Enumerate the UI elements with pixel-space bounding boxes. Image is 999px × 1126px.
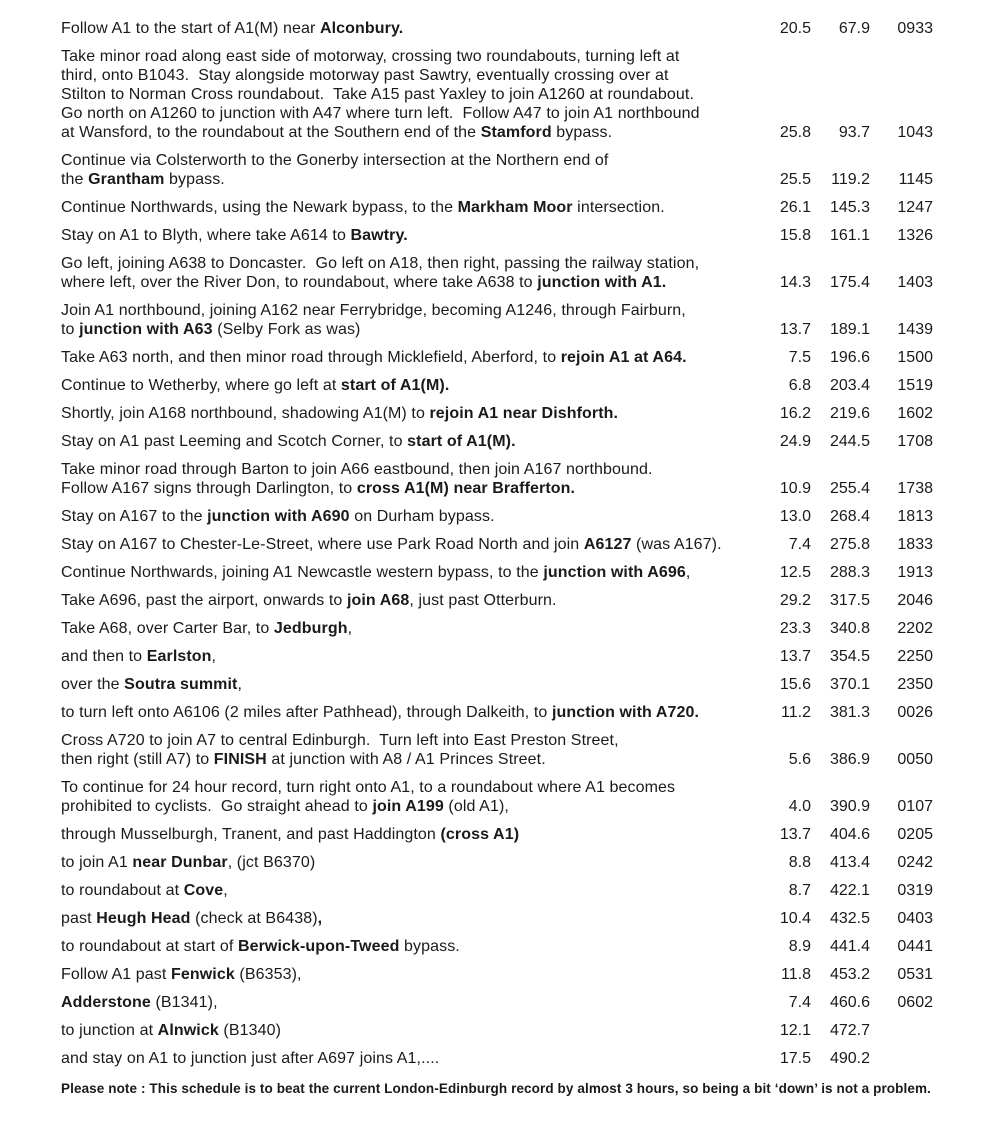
time-hhmm (870, 1049, 933, 1068)
schedule-row (61, 937, 933, 956)
emphasis-text: Alnwick (157, 1022, 219, 1039)
plain-text: at junction with A8 / A1 Princes Street. (266, 751, 546, 768)
row-values (765, 647, 933, 666)
row-values (765, 507, 933, 526)
cumulative-miles: 196.6 (829, 349, 870, 366)
cumulative-miles: 490.2 (829, 1050, 870, 1067)
route-instruction (61, 563, 763, 582)
plain-text: Follow A1 past (61, 966, 171, 983)
plain-text: , (223, 882, 228, 899)
emphasis-text: Fenwick (171, 966, 235, 983)
route-instruction (61, 348, 763, 367)
plain-text: to roundabout at start of (61, 938, 238, 955)
schedule-row (61, 535, 933, 554)
cumulative-miles: 119.2 (831, 171, 870, 188)
row-values (765, 881, 933, 900)
cumulative-miles: 453.2 (829, 966, 870, 983)
route-instruction (61, 432, 763, 451)
route-instruction (61, 591, 763, 610)
row-values (765, 909, 933, 928)
leg-miles: 10.4 (779, 910, 811, 927)
plain-text: bypass. (399, 938, 460, 955)
time-hhmm: 1145 (898, 171, 933, 188)
row-values (765, 703, 933, 722)
plain-text: Go north on A1260 to junction with A47 where turn left. Follow A47 to join A1 northbound (61, 105, 700, 122)
route-instruction (61, 825, 763, 844)
row-values (765, 273, 933, 292)
emphasis-text: rejoin A1 at A64. (560, 349, 687, 366)
cumulative-miles: 189.1 (829, 321, 870, 338)
time-hhmm: 1738 (897, 480, 933, 497)
row-values (765, 348, 933, 367)
schedule-row (61, 825, 933, 844)
cumulative-miles: 175.4 (829, 274, 870, 291)
leg-miles: 13.7 (779, 826, 811, 843)
route-instruction (61, 853, 763, 872)
time-hhmm: 1813 (897, 508, 933, 525)
plain-text: Take A68, over Carter Bar, to (61, 620, 274, 637)
cumulative-miles: 219.6 (829, 405, 870, 422)
route-instruction (61, 404, 763, 423)
cumulative-miles: 413.4 (829, 854, 870, 871)
plain-text: Continue Northwards, joining A1 Newcastle western bypass, to the (61, 564, 544, 581)
schedule-row (61, 965, 933, 984)
time-hhmm: 0107 (897, 798, 933, 815)
row-values (765, 675, 933, 694)
schedule-rows (61, 19, 933, 1068)
schedule-row (61, 404, 933, 423)
footer-note: Please note : This schedule is to beat the current London-Edinburgh record by almost 3 hours, so being a bit ‘down’ is not a problem. (61, 1081, 931, 1096)
plain-text: , (685, 564, 691, 581)
plain-text: Take A63 north, and then minor road through Micklefield, Aberford, to (61, 349, 561, 366)
emphasis-text: Cove (183, 882, 224, 899)
route-instruction (61, 647, 763, 666)
plain-text: , (jct B6370) (227, 854, 316, 871)
schedule-row (61, 198, 933, 217)
plain-text: Follow A1 to the start of A1(M) near (61, 20, 320, 37)
route-instruction (61, 778, 763, 816)
row-values (765, 479, 933, 498)
row-values (765, 376, 933, 395)
time-hhmm: 1247 (897, 199, 933, 216)
emphasis-text: junction with A690 (207, 508, 350, 525)
cumulative-miles: 381.3 (829, 704, 870, 721)
schedule-row (61, 151, 933, 189)
time-hhmm: 0441 (897, 938, 933, 955)
plain-text: , just past Otterburn. (409, 592, 557, 609)
schedule-row (61, 1021, 933, 1040)
plain-text: through Musselburgh, Tranent, and past Haddington (61, 826, 441, 843)
schedule-row (61, 376, 933, 395)
time-hhmm: 2350 (897, 676, 933, 693)
schedule-row (61, 1049, 933, 1068)
plain-text: third, onto B1043. Stay alongside motorway past Sawtry, eventually crossing over at (61, 67, 669, 84)
schedule-row (61, 591, 933, 610)
leg-miles: 24.9 (779, 433, 811, 450)
route-instruction (61, 909, 763, 928)
plain-text: at Wansford, to the roundabout at the Southern end of the (61, 124, 481, 141)
cumulative-miles: 67.9 (838, 20, 870, 37)
time-hhmm: 1833 (897, 536, 933, 553)
emphasis-text: Grantham (88, 171, 165, 188)
time-hhmm: 1708 (897, 433, 933, 450)
schedule-row (61, 348, 933, 367)
schedule-row (61, 647, 933, 666)
schedule-row (61, 460, 933, 498)
leg-miles: 15.6 (779, 676, 811, 693)
row-values (765, 797, 933, 816)
leg-miles: 11.2 (781, 704, 811, 721)
row-values (765, 432, 933, 451)
cumulative-miles: 244.5 (829, 433, 870, 450)
plain-text: Follow A167 signs through Darlington, to (61, 480, 357, 497)
leg-miles: 25.8 (779, 124, 811, 141)
leg-miles: 29.2 (779, 592, 811, 609)
leg-miles: 7.5 (788, 349, 811, 366)
plain-text: Continue via Colsterworth to the Gonerby intersection at the Northern end of (61, 152, 609, 169)
time-hhmm: 0242 (897, 854, 933, 871)
cumulative-miles: 432.5 (829, 910, 870, 927)
cumulative-miles: 275.8 (829, 536, 870, 553)
time-hhmm: 0026 (897, 704, 933, 721)
route-instruction (61, 151, 763, 189)
emphasis-text: start of A1(M). (407, 433, 516, 450)
plain-text: Shortly, join A168 northbound, shadowing A1(M) to (61, 405, 430, 422)
schedule-row (61, 19, 933, 38)
plain-text: Join A1 northbound, joining A162 near Ferrybridge, becoming A1246, through Fairburn, (61, 302, 686, 319)
cumulative-miles: 390.9 (829, 798, 870, 815)
schedule-row (61, 507, 933, 526)
plain-text: past (61, 910, 97, 927)
leg-miles: 16.2 (779, 405, 811, 422)
plain-text: bypass. (164, 171, 225, 188)
schedule-row (61, 619, 933, 638)
cumulative-miles: 354.5 (829, 648, 870, 665)
leg-miles: 14.3 (779, 274, 811, 291)
cumulative-miles: 93.7 (838, 124, 870, 141)
row-values (765, 825, 933, 844)
emphasis-text: junction with A696 (543, 564, 686, 581)
route-instruction (61, 965, 763, 984)
plain-text: to junction at (61, 1022, 158, 1039)
leg-miles: 4.0 (788, 798, 811, 815)
plain-text: to join A1 (61, 854, 133, 871)
time-hhmm: 1500 (897, 349, 933, 366)
emphasis-text: Alconbury. (319, 20, 404, 37)
plain-text: (old A1), (443, 798, 509, 815)
route-instruction (61, 226, 763, 245)
leg-miles: 26.1 (779, 199, 811, 216)
emphasis-text: Heugh Head (96, 910, 191, 927)
plain-text: , (347, 620, 353, 637)
emphasis-text: junction with A720. (551, 704, 700, 721)
schedule-row (61, 226, 933, 245)
emphasis-text: Adderstone (61, 994, 151, 1011)
cumulative-miles: 386.9 (829, 751, 870, 768)
leg-miles: 7.4 (788, 994, 811, 1011)
row-values (765, 1021, 933, 1040)
plain-text: prohibited to cyclists. Go straight ahead to (61, 798, 373, 815)
cumulative-miles: 145.3 (829, 199, 870, 216)
time-hhmm: 1602 (897, 405, 933, 422)
schedule-row (61, 301, 933, 339)
time-hhmm: 0403 (897, 910, 933, 927)
leg-miles: 5.6 (788, 751, 811, 768)
emphasis-text: near Dunbar (132, 854, 228, 871)
cumulative-miles: 422.1 (829, 882, 870, 899)
plain-text: (B1341), (150, 994, 218, 1011)
row-values (765, 404, 933, 423)
route-instruction (61, 198, 763, 217)
route-instruction (61, 1021, 763, 1040)
route-instruction (61, 460, 763, 498)
schedule-row (61, 853, 933, 872)
route-instruction (61, 535, 763, 554)
leg-miles: 6.8 (788, 377, 811, 394)
route-instruction (61, 1049, 763, 1068)
plain-text: and stay on A1 to junction just after A697 joins A1,.... (61, 1050, 440, 1067)
leg-miles: 15.8 (779, 227, 811, 244)
cumulative-miles: 441.4 (829, 938, 870, 955)
plain-text: where left, over the River Don, to roundabout, where take A638 to (61, 274, 538, 291)
time-hhmm: 2250 (897, 648, 933, 665)
schedule-row (61, 254, 933, 292)
plain-text: Stay on A1 past Leeming and Scotch Corner, to (61, 433, 408, 450)
emphasis-text: cross A1(M) near Brafferton. (356, 480, 576, 497)
time-hhmm: 0205 (897, 826, 933, 843)
schedule-row (61, 731, 933, 769)
time-hhmm: 1043 (897, 124, 933, 141)
cumulative-miles: 317.5 (829, 592, 870, 609)
time-hhmm: 1519 (897, 377, 933, 394)
leg-miles: 12.1 (779, 1022, 811, 1039)
cumulative-miles: 404.6 (829, 826, 870, 843)
emphasis-text: start of A1(M). (340, 377, 450, 394)
emphasis-text: , (317, 910, 323, 927)
time-hhmm (870, 1021, 933, 1040)
time-hhmm: 2202 (897, 620, 933, 637)
schedule-row (61, 881, 933, 900)
row-values (765, 535, 933, 554)
schedule-row (61, 778, 933, 816)
leg-miles: 20.5 (779, 20, 811, 37)
schedule-row (61, 993, 933, 1012)
plain-text: Stay on A1 to Blyth, where take A614 to (61, 227, 351, 244)
time-hhmm: 1326 (897, 227, 933, 244)
plain-text: to (61, 321, 80, 338)
row-values (765, 937, 933, 956)
plain-text: To continue for 24 hour record, turn right onto A1, to a roundabout where A1 becomes (61, 779, 676, 796)
leg-miles: 10.9 (779, 480, 811, 497)
plain-text: and then to (61, 648, 147, 665)
time-hhmm: 0602 (897, 994, 933, 1011)
schedule-row (61, 432, 933, 451)
row-values (765, 591, 933, 610)
row-values (765, 320, 933, 339)
leg-miles: 13.0 (779, 508, 811, 525)
emphasis-text: A6127 (583, 536, 632, 553)
emphasis-text: Stamford (480, 124, 552, 141)
plain-text: (B6353), (234, 966, 302, 983)
row-values (765, 198, 933, 217)
route-instruction (61, 675, 763, 694)
plain-text: over the (61, 676, 125, 693)
plain-text: on Durham bypass. (349, 508, 495, 525)
plain-text: Take minor road through Barton to join A66 eastbound, then join A167 northbound. (61, 461, 653, 478)
row-values (765, 226, 933, 245)
route-instruction (61, 993, 763, 1012)
cumulative-miles: 370.1 (829, 676, 870, 693)
leg-miles: 17.5 (779, 1050, 811, 1067)
row-values (765, 123, 933, 142)
emphasis-text: Earlston (146, 648, 212, 665)
plain-text: Stay on A167 to Chester-Le-Street, where use Park Road North and join (61, 536, 584, 553)
leg-miles: 11.8 (781, 966, 811, 983)
route-instruction (61, 731, 763, 769)
emphasis-text: junction with A63 (79, 321, 213, 338)
plain-text: intersection. (572, 199, 665, 216)
time-hhmm: 1439 (897, 321, 933, 338)
route-instruction (61, 19, 763, 38)
emphasis-text: join A68 (346, 592, 410, 609)
row-values (765, 1049, 933, 1068)
plain-text: bypass. (551, 124, 613, 141)
plain-text: to turn left onto A6106 (2 miles after Pathhead), through Dalkeith, to (61, 704, 552, 721)
emphasis-text: Soutra summit (124, 676, 238, 693)
plain-text: (check at B6438) (190, 910, 318, 927)
plain-text: the (61, 171, 89, 188)
leg-miles: 23.3 (779, 620, 811, 637)
plain-text: Continue Northwards, using the Newark bypass, to the (61, 199, 458, 216)
schedule-row (61, 909, 933, 928)
time-hhmm: 1403 (897, 274, 933, 291)
plain-text: (B1340) (218, 1022, 282, 1039)
row-values (765, 563, 933, 582)
schedule-row (61, 563, 933, 582)
plain-text: to roundabout at (61, 882, 184, 899)
cumulative-miles: 203.4 (829, 377, 870, 394)
route-instruction (61, 937, 763, 956)
emphasis-text: junction with A1. (537, 274, 667, 291)
plain-text: Cross A720 to join A7 to central Edinburgh. Turn left into East Preston Street, (61, 732, 619, 749)
schedule-row (61, 675, 933, 694)
emphasis-text: (cross A1) (440, 826, 520, 843)
route-instruction (61, 881, 763, 900)
time-hhmm: 2046 (897, 592, 933, 609)
plain-text: Stay on A167 to the (61, 508, 208, 525)
emphasis-text: FINISH (213, 751, 267, 768)
cumulative-miles: 472.7 (829, 1022, 870, 1039)
schedule-row (61, 47, 933, 142)
leg-miles: 13.7 (779, 321, 811, 338)
leg-miles: 13.7 (779, 648, 811, 665)
plain-text: Take A696, past the airport, onwards to (61, 592, 347, 609)
time-hhmm: 0050 (897, 751, 933, 768)
emphasis-text: join A199 (372, 798, 444, 815)
emphasis-text: Berwick-upon-Tweed (237, 938, 400, 955)
plain-text: Stilton to Norman Cross roundabout. Take A15 past Yaxley to join A1260 at roundabout. (61, 86, 695, 103)
route-instruction (61, 376, 763, 395)
leg-miles: 12.5 (779, 564, 811, 581)
row-values (765, 853, 933, 872)
emphasis-text: rejoin A1 near Dishforth. (429, 405, 619, 422)
emphasis-text: Bawtry. (350, 227, 408, 244)
plain-text: , (211, 648, 217, 665)
row-values (765, 750, 933, 769)
plain-text: (was A167). (631, 536, 722, 553)
time-hhmm: 0531 (897, 966, 933, 983)
cumulative-miles: 340.8 (829, 620, 870, 637)
plain-text: then right (still A7) to (61, 751, 214, 768)
plain-text: , (237, 676, 243, 693)
time-hhmm: 0933 (897, 20, 933, 37)
route-instruction (61, 703, 763, 722)
plain-text: (Selby Fork as was) (212, 321, 361, 338)
row-values (765, 993, 933, 1012)
route-instruction (61, 619, 763, 638)
time-hhmm: 1913 (897, 564, 933, 581)
row-values (765, 19, 933, 38)
schedule-row (61, 703, 933, 722)
leg-miles: 25.5 (779, 171, 811, 188)
leg-miles: 8.7 (788, 882, 811, 899)
row-values (765, 965, 933, 984)
plain-text: Continue to Wetherby, where go left at (61, 377, 341, 394)
leg-miles: 8.9 (788, 938, 811, 955)
time-hhmm: 0319 (897, 882, 933, 899)
plain-text: Take minor road along east side of motorway, crossing two roundabouts, turning left at (61, 48, 680, 65)
leg-miles: 7.4 (788, 536, 811, 553)
emphasis-text: Jedburgh (273, 620, 348, 637)
emphasis-text: Markham Moor (457, 199, 573, 216)
cumulative-miles: 268.4 (829, 508, 870, 525)
plain-text: Go left, joining A638 to Doncaster. Go left on A18, then right, passing the railway station, (61, 255, 700, 272)
route-instruction (61, 507, 763, 526)
cumulative-miles: 255.4 (829, 480, 870, 497)
leg-miles: 8.8 (788, 854, 811, 871)
route-instruction (61, 254, 763, 292)
route-instruction (61, 301, 763, 339)
cumulative-miles: 288.3 (829, 564, 870, 581)
cumulative-miles: 460.6 (829, 994, 870, 1011)
row-values (765, 170, 933, 189)
route-instruction (61, 47, 763, 142)
cumulative-miles: 161.1 (829, 227, 870, 244)
row-values (765, 619, 933, 638)
